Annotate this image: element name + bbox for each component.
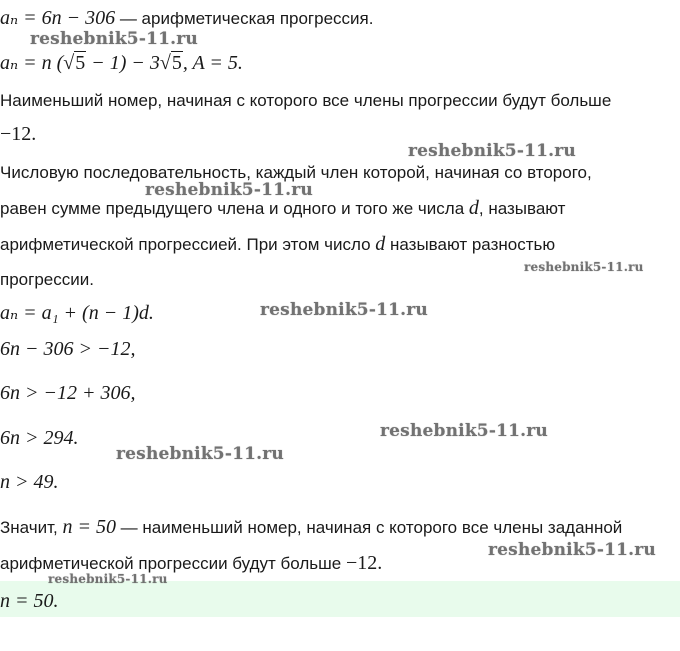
- question-value: −12.: [0, 123, 37, 145]
- line-7: [0, 233, 555, 256]
- inequality-2: 6n > −12 + 306,: [0, 382, 136, 404]
- definition-text-3a: арифметической прогрессией. При этом число: [0, 235, 376, 254]
- sqrt-5-second: 5: [171, 52, 182, 74]
- line-4: [0, 123, 36, 146]
- watermark: reshebnik5-11.ru: [408, 141, 576, 161]
- var-d: d: [468, 197, 479, 219]
- watermark: reshebnik5-11.ru: [116, 444, 284, 464]
- line-12: [0, 427, 79, 450]
- line-14: [0, 516, 622, 539]
- conclusion-text-1a: Значит,: [0, 518, 63, 537]
- text-progression: — арифметическая прогрессия.: [115, 9, 374, 28]
- question-text: Наименьший номер, начиная с которого все члены прогрессии будут больше: [0, 91, 612, 110]
- var-d-2: d: [375, 233, 386, 255]
- conclusion-value: −12.: [345, 552, 383, 574]
- watermark: reshebnik5-11.ru: [145, 180, 313, 200]
- line-3: [0, 90, 611, 112]
- line-8: [0, 269, 94, 291]
- inequality-1: 6n − 306 > −12,: [0, 338, 136, 360]
- formula-general: aₙ = a₁ + (n − 1)d.: [0, 302, 154, 324]
- definition-text-2a: равен сумме предыдущего члена и одного и того же числа: [0, 199, 469, 218]
- line-6: [0, 197, 565, 220]
- formula-an-part2: − 1) − 3: [86, 52, 160, 74]
- line-9: [0, 302, 154, 325]
- inequality-4: n > 49.: [0, 471, 59, 493]
- watermark: reshebnik5-11.ru: [48, 572, 168, 586]
- watermark: reshebnik5-11.ru: [30, 29, 198, 49]
- definition-text-4: прогрессии.: [0, 270, 94, 289]
- line-2: aₙ = n (√5 − 1) − 3√5, A = 5.: [0, 52, 243, 74]
- line-1: [0, 7, 373, 30]
- conclusion-text-1b: — наименьший номер, начиная с которого все члены заданной: [115, 518, 623, 537]
- definition-text-2b: , называют: [478, 199, 566, 218]
- formula-an-part3: , A = 5.: [182, 52, 243, 74]
- formula-an-part1: aₙ = n (: [0, 52, 64, 74]
- conclusion-text-2: арифметической прогрессии будут больше: [0, 554, 346, 573]
- definition-text-1: Числовую последовательность, каждый член которой, начиная со второго,: [0, 163, 592, 182]
- watermark: reshebnik5-11.ru: [488, 540, 656, 560]
- watermark: reshebnik5-11.ru: [260, 300, 428, 320]
- conclusion-formula: n = 50: [62, 516, 116, 538]
- inequality-3: 6n > 294.: [0, 427, 79, 449]
- line-11: [0, 382, 136, 405]
- answer-highlight: [0, 581, 680, 617]
- line-10: [0, 338, 136, 361]
- watermark: reshebnik5-11.ru: [524, 260, 644, 274]
- line-13: [0, 471, 59, 494]
- definition-text-3b: называют разностью: [385, 235, 556, 254]
- watermark: reshebnik5-11.ru: [380, 421, 548, 441]
- sqrt-5: 5: [75, 52, 86, 74]
- answer-line: [0, 590, 59, 613]
- answer-formula: n = 50.: [0, 590, 59, 612]
- formula-progression: aₙ = 6n − 306: [0, 7, 116, 29]
